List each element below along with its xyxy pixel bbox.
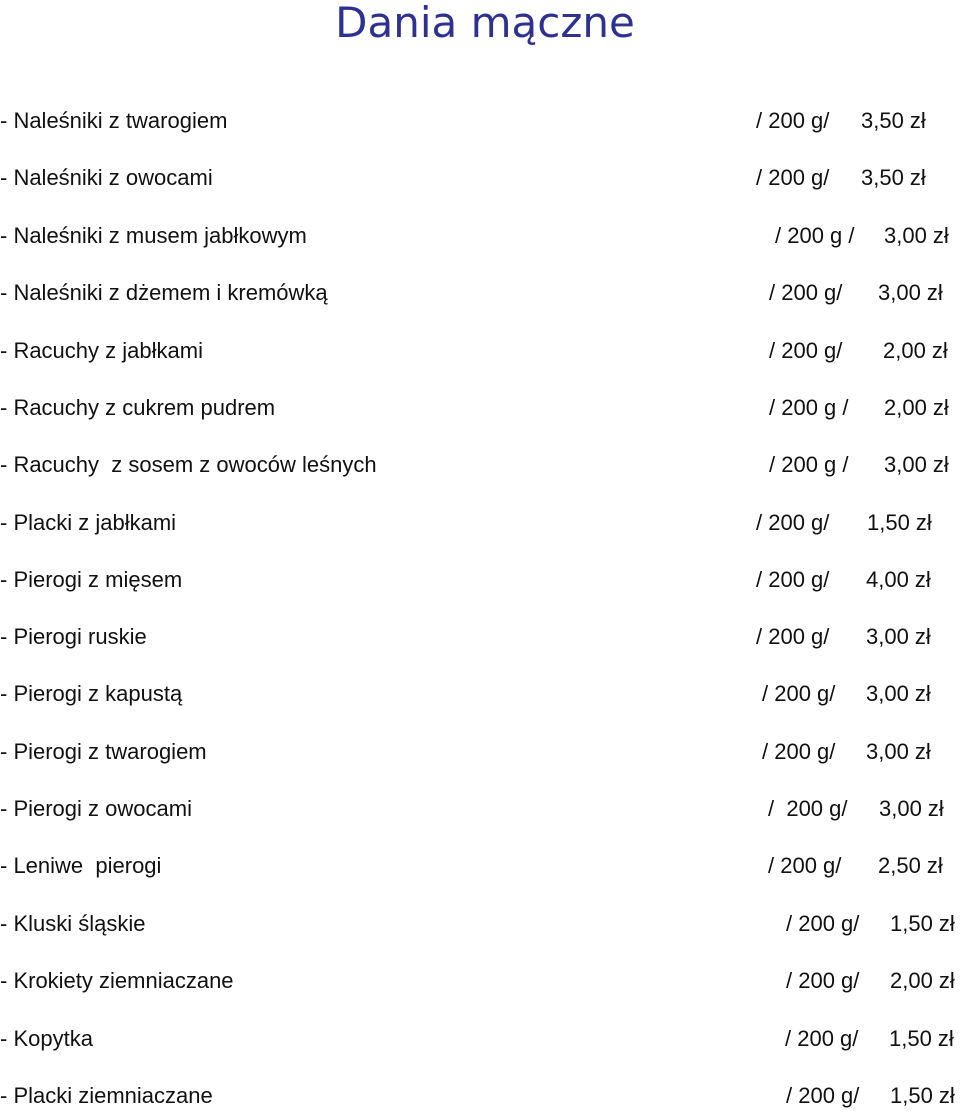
menu-item-name: - Pierogi z kapustą bbox=[0, 681, 183, 706]
menu-item-name: - Placki ziemniaczane bbox=[0, 1083, 213, 1108]
menu-item-weight: / 200 g/ bbox=[768, 853, 842, 878]
menu-item bbox=[0, 450, 960, 480]
menu-item-name: - Naleśniki z dżemem i kremówką bbox=[0, 280, 328, 305]
menu-item-name: - Placki z jabłkami bbox=[0, 510, 177, 535]
menu-item bbox=[0, 679, 960, 709]
menu-item-weight: / 200 g/ bbox=[786, 968, 860, 993]
menu-item-name: - Pierogi z mięsem bbox=[0, 567, 183, 592]
menu-item bbox=[0, 622, 960, 652]
menu-item-price: 2,50 zł bbox=[878, 853, 943, 878]
menu-item bbox=[0, 1081, 960, 1111]
menu-item-weight: / 200 g/ bbox=[756, 567, 830, 592]
menu-item bbox=[0, 851, 960, 881]
menu-item-price: 2,00 zł bbox=[884, 395, 949, 420]
menu-item bbox=[0, 106, 960, 136]
menu-item bbox=[0, 966, 960, 996]
menu-item bbox=[0, 393, 960, 423]
menu-item-weight: / 200 g/ bbox=[756, 165, 830, 190]
menu-item-price: 2,00 zł bbox=[883, 338, 948, 363]
menu-item-price: 4,00 zł bbox=[866, 567, 931, 592]
menu-item-name: - Naleśniki z musem jabłkowym bbox=[0, 223, 307, 248]
menu-item-name: - Leniwe pierogi bbox=[0, 853, 162, 878]
menu-item-price: 3,00 zł bbox=[866, 739, 931, 764]
menu-item-weight: / 200 g/ bbox=[786, 911, 860, 936]
menu-item bbox=[0, 737, 960, 767]
menu-item-weight: / 200 g/ bbox=[762, 681, 836, 706]
menu-item-weight: / 200 g/ bbox=[769, 280, 843, 305]
menu-item-price: 3,50 zł bbox=[861, 165, 926, 190]
menu-item-price: 3,00 zł bbox=[879, 796, 944, 821]
menu-item bbox=[0, 278, 960, 308]
menu-item-weight: / 200 g/ bbox=[756, 108, 830, 133]
menu-item-price: 3,50 zł bbox=[861, 108, 926, 133]
menu-item-price: 3,00 zł bbox=[878, 280, 943, 305]
menu-item-name: - Kopytka bbox=[0, 1026, 93, 1051]
menu-item-price: 3,00 zł bbox=[866, 681, 931, 706]
menu-item-price: 3,00 zł bbox=[866, 624, 931, 649]
menu-item-weight: / 200 g/ bbox=[756, 510, 830, 535]
menu-item-price: 1,50 zł bbox=[889, 1026, 954, 1051]
menu-item-price: 3,00 zł bbox=[884, 223, 949, 248]
menu-item bbox=[0, 794, 960, 824]
menu-item-name: - Racuchy z jabłkami bbox=[0, 338, 203, 363]
menu-item-weight: / 200 g/ bbox=[768, 796, 848, 821]
menu-item bbox=[0, 1024, 960, 1054]
menu-item-weight: / 200 g/ bbox=[785, 1026, 859, 1051]
menu-item bbox=[0, 565, 960, 595]
menu-item-name: - Pierogi ruskie bbox=[0, 624, 147, 649]
menu-item-name: - Naleśniki z owocami bbox=[0, 165, 213, 190]
menu-item-price: 3,00 zł bbox=[884, 452, 949, 477]
menu-item-name: - Naleśniki z twarogiem bbox=[0, 108, 228, 133]
menu-item-price: 1,50 zł bbox=[890, 1083, 955, 1108]
menu-item-name: - Kluski śląskie bbox=[0, 911, 146, 936]
menu-item-name: - Pierogi z twarogiem bbox=[0, 739, 207, 764]
menu-item-weight: / 200 g/ bbox=[786, 1083, 860, 1108]
menu-item-name: - Krokiety ziemniaczane bbox=[0, 968, 234, 993]
menu-item-weight: / 200 g/ bbox=[762, 739, 836, 764]
menu-item-weight: / 200 g / bbox=[769, 395, 849, 420]
menu-item-weight: / 200 g / bbox=[775, 223, 855, 248]
menu-item-name: - Pierogi z owocami bbox=[0, 796, 192, 821]
menu-item bbox=[0, 221, 960, 251]
menu-item-weight: / 200 g/ bbox=[769, 338, 843, 363]
menu-item-price: 1,50 zł bbox=[890, 911, 955, 936]
menu-item bbox=[0, 909, 960, 939]
menu-item-name: - Racuchy z sosem z owoców leśnych bbox=[0, 452, 377, 477]
menu-item bbox=[0, 163, 960, 193]
menu-item-weight: / 200 g / bbox=[769, 452, 849, 477]
menu-item-name: - Racuchy z cukrem pudrem bbox=[0, 395, 276, 420]
menu-item bbox=[0, 336, 960, 366]
page-title: Dania mączne bbox=[335, 0, 635, 47]
menu-item-price: 2,00 zł bbox=[890, 968, 955, 993]
menu-item bbox=[0, 508, 960, 538]
menu-item-weight: / 200 g/ bbox=[756, 624, 830, 649]
menu-item-price: 1,50 zł bbox=[867, 510, 932, 535]
